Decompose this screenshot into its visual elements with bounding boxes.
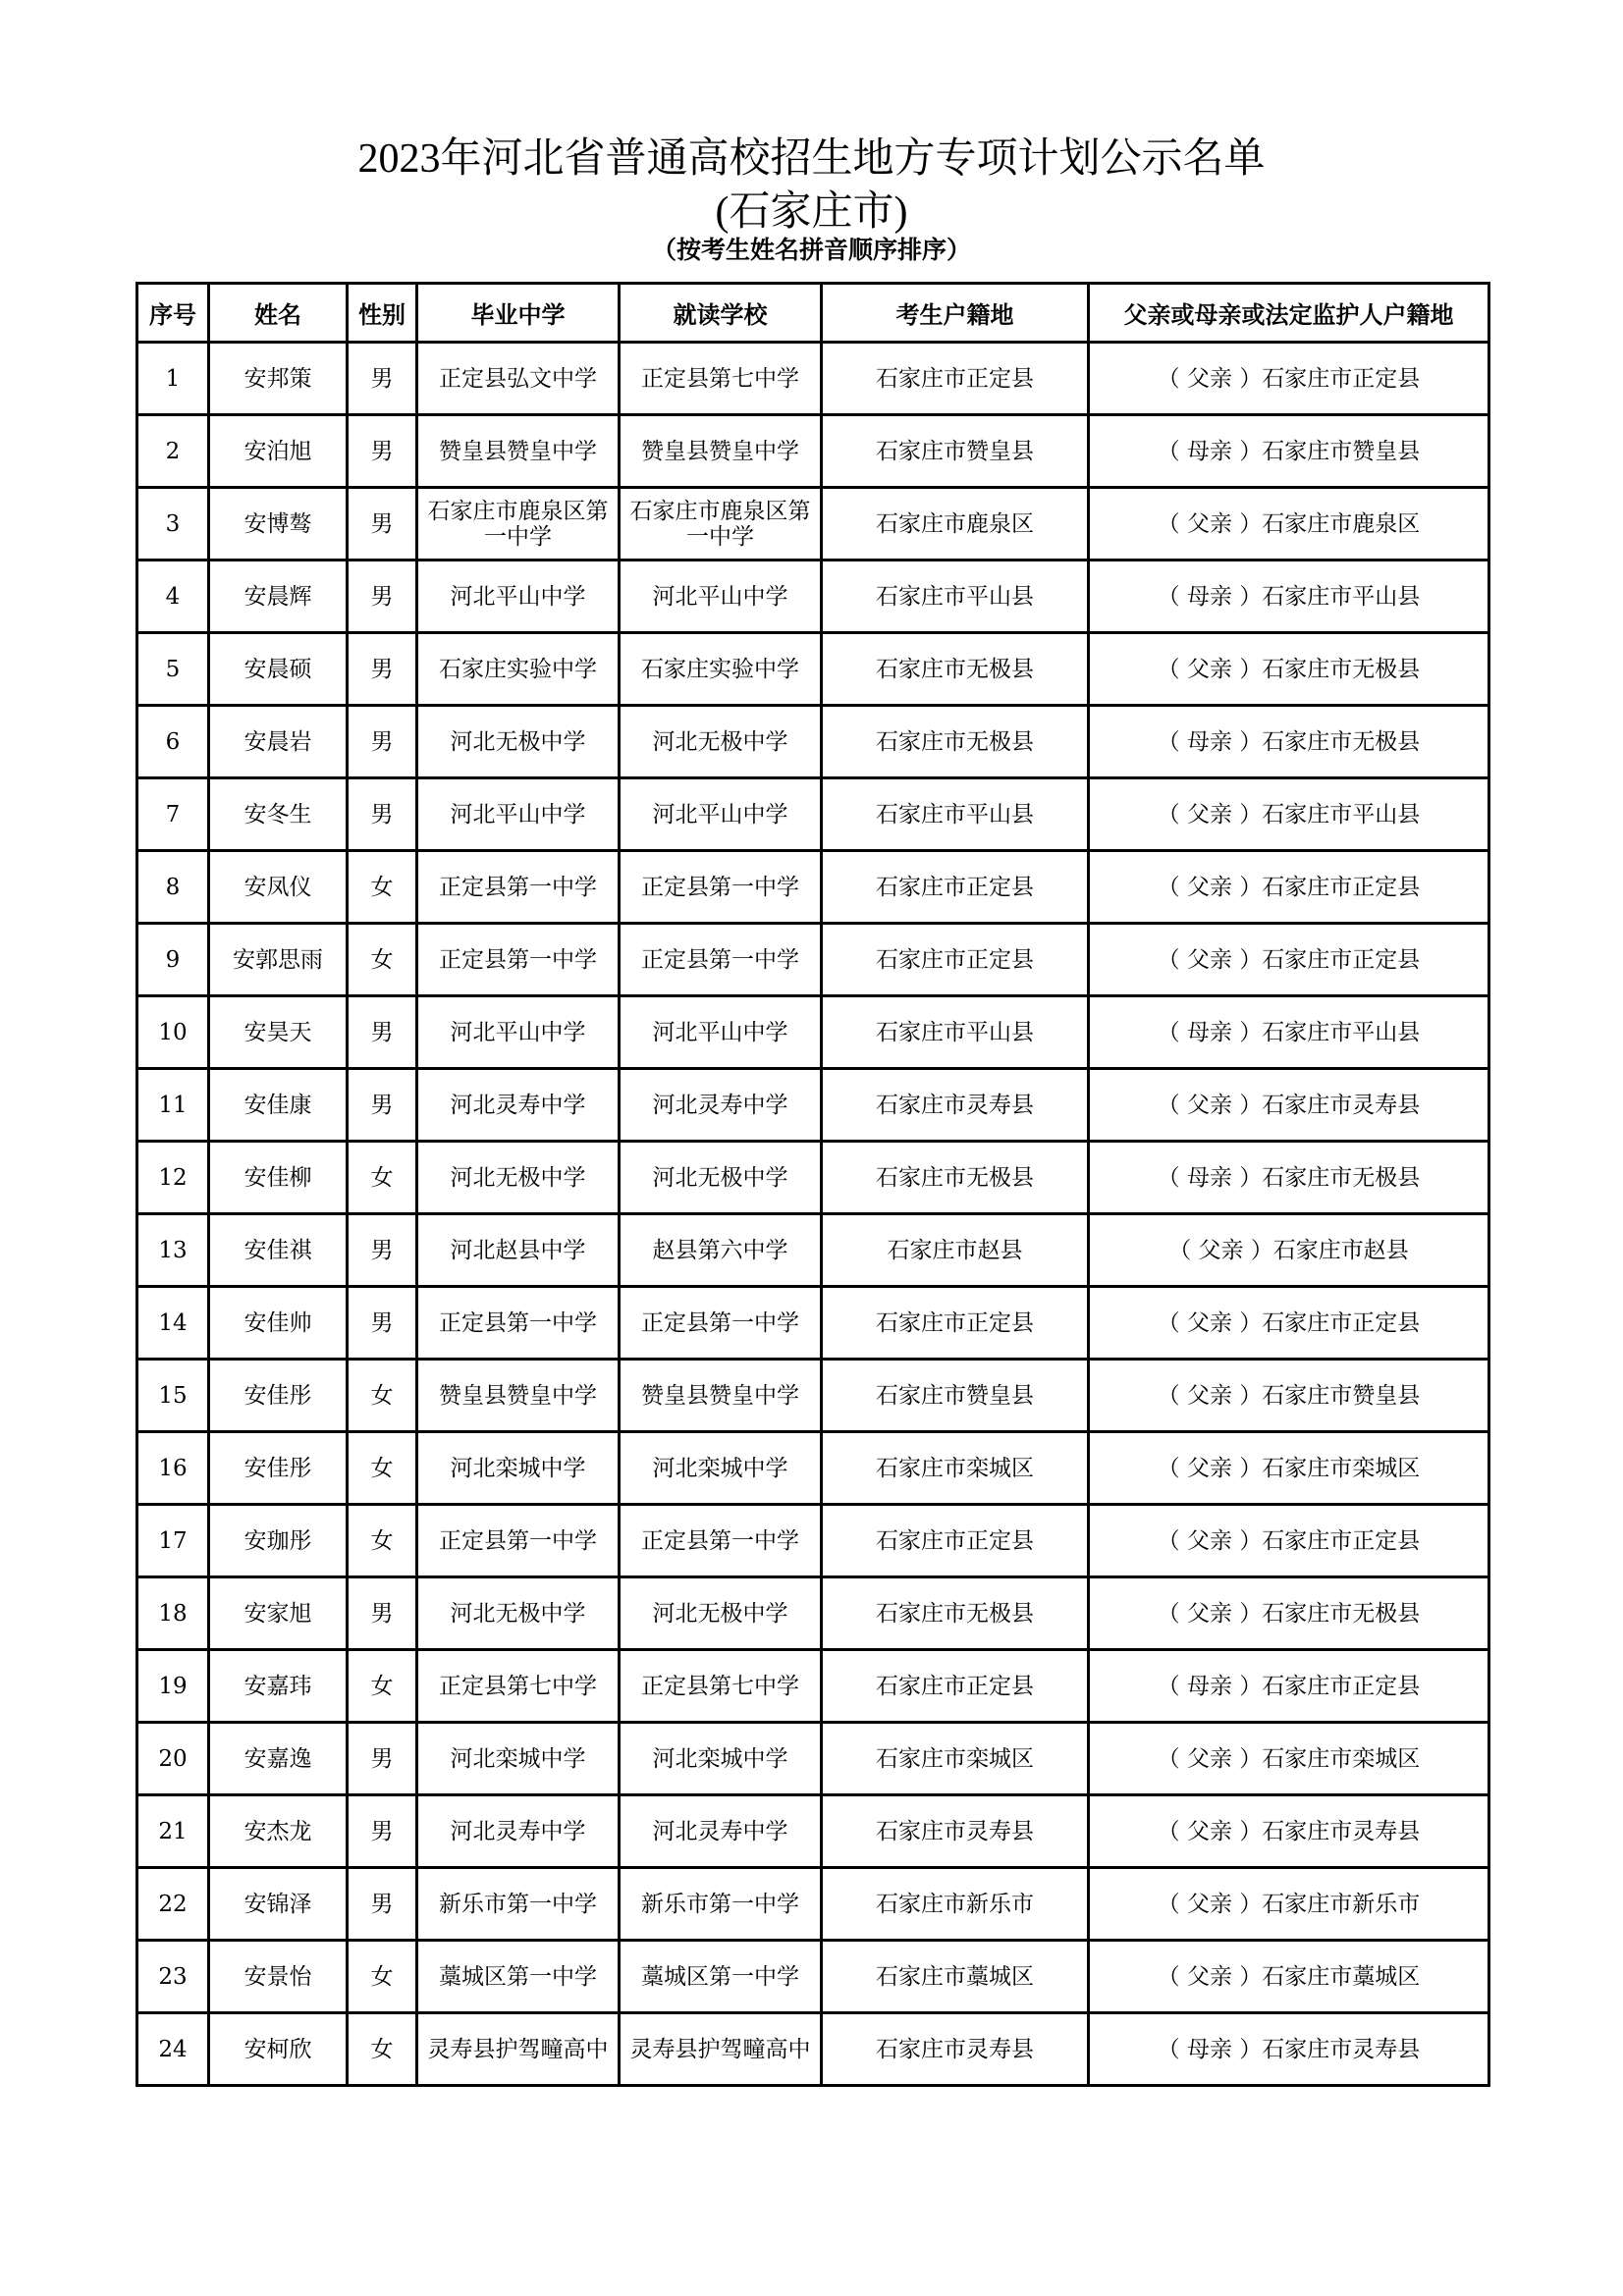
cell-guardian-hukou: （ 母亲 ）石家庄市无极县 (1089, 706, 1489, 778)
header-student-hukou: 考生户籍地 (822, 284, 1089, 343)
cell-gender: 男 (348, 996, 417, 1069)
cell-name: 安晨硕 (209, 633, 348, 706)
cell-guardian-hukou: （ 母亲 ）石家庄市平山县 (1089, 996, 1489, 1069)
cell-gender: 男 (348, 706, 417, 778)
cell-current-school: 河北平山中学 (620, 561, 822, 633)
cell-gender: 男 (348, 343, 417, 415)
cell-gender: 女 (348, 1505, 417, 1577)
cell-name: 安柯欣 (209, 2013, 348, 2086)
cell-index: 21 (137, 1795, 209, 1868)
cell-gender: 男 (348, 1214, 417, 1287)
cell-guardian-hukou: （ 父亲 ）石家庄市无极县 (1089, 1577, 1489, 1650)
cell-student-hukou: 石家庄市赞皇县 (822, 415, 1089, 488)
cell-current-school: 赵县第六中学 (620, 1214, 822, 1287)
table-header-row (137, 284, 1489, 343)
cell-index: 10 (137, 996, 209, 1069)
table-row (137, 1214, 1489, 1287)
cell-graduation-school: 正定县第一中学 (417, 1505, 620, 1577)
cell-gender: 女 (348, 1142, 417, 1214)
cell-index: 16 (137, 1432, 209, 1505)
table-row (137, 488, 1489, 561)
cell-graduation-school: 河北灵寿中学 (417, 1795, 620, 1868)
cell-current-school: 赞皇县赞皇中学 (620, 415, 822, 488)
cell-graduation-school: 河北无极中学 (417, 706, 620, 778)
cell-name: 安邦策 (209, 343, 348, 415)
cell-current-school: 石家庄实验中学 (620, 633, 822, 706)
cell-student-hukou: 石家庄市平山县 (822, 778, 1089, 851)
cell-gender: 男 (348, 1287, 417, 1360)
cell-gender: 女 (348, 1360, 417, 1432)
cell-index: 20 (137, 1723, 209, 1795)
header-guardian-hukou: 父亲或母亲或法定监护人户籍地 (1089, 284, 1489, 343)
table-row (137, 924, 1489, 996)
cell-index: 1 (137, 343, 209, 415)
cell-name: 安佳帅 (209, 1287, 348, 1360)
cell-student-hukou: 石家庄市灵寿县 (822, 2013, 1089, 2086)
cell-current-school: 灵寿县护驾疃高中 (620, 2013, 822, 2086)
cell-name: 安佳柳 (209, 1142, 348, 1214)
cell-guardian-hukou: （ 父亲 ）石家庄市正定县 (1089, 924, 1489, 996)
cell-index: 15 (137, 1360, 209, 1432)
cell-name: 安佳彤 (209, 1432, 348, 1505)
cell-student-hukou: 石家庄市无极县 (822, 706, 1089, 778)
cell-current-school: 正定县第七中学 (620, 1650, 822, 1723)
header-gender: 性别 (348, 284, 417, 343)
cell-student-hukou: 石家庄市无极县 (822, 1142, 1089, 1214)
cell-name: 安景怡 (209, 1941, 348, 2013)
cell-name: 安嘉玮 (209, 1650, 348, 1723)
cell-name: 安凤仪 (209, 851, 348, 924)
cell-gender: 男 (348, 1795, 417, 1868)
cell-current-school: 正定县第一中学 (620, 851, 822, 924)
table-row (137, 851, 1489, 924)
cell-graduation-school: 河北平山中学 (417, 996, 620, 1069)
cell-gender: 男 (348, 488, 417, 561)
cell-index: 5 (137, 633, 209, 706)
cell-graduation-school: 新乐市第一中学 (417, 1868, 620, 1941)
cell-student-hukou: 石家庄市无极县 (822, 1577, 1089, 1650)
cell-graduation-school: 正定县第一中学 (417, 851, 620, 924)
cell-student-hukou: 石家庄市栾城区 (822, 1723, 1089, 1795)
cell-guardian-hukou: （ 父亲 ）石家庄市鹿泉区 (1089, 488, 1489, 561)
city-subtitle: (石家庄市) (715, 189, 908, 235)
cell-index: 7 (137, 778, 209, 851)
cell-graduation-school: 河北平山中学 (417, 778, 620, 851)
cell-student-hukou: 石家庄市平山县 (822, 561, 1089, 633)
cell-student-hukou: 石家庄市藁城区 (822, 1941, 1089, 2013)
cell-guardian-hukou: （ 父亲 ）石家庄市平山县 (1089, 778, 1489, 851)
cell-name: 安佳祺 (209, 1214, 348, 1287)
cell-guardian-hukou: （ 父亲 ）石家庄市新乐市 (1089, 1868, 1489, 1941)
cell-guardian-hukou: （ 母亲 ）石家庄市平山县 (1089, 561, 1489, 633)
cell-graduation-school: 灵寿县护驾疃高中 (417, 2013, 620, 2086)
cell-index: 12 (137, 1142, 209, 1214)
cell-current-school: 河北灵寿中学 (620, 1795, 822, 1868)
cell-gender: 女 (348, 851, 417, 924)
roster-table (135, 282, 1490, 2087)
cell-gender: 女 (348, 1432, 417, 1505)
cell-index: 2 (137, 415, 209, 488)
table-row (137, 1069, 1489, 1142)
cell-graduation-school: 藁城区第一中学 (417, 1941, 620, 2013)
cell-gender: 男 (348, 778, 417, 851)
table-row (137, 343, 1489, 415)
cell-guardian-hukou: （ 父亲 ）石家庄市正定县 (1089, 1505, 1489, 1577)
cell-gender: 女 (348, 2013, 417, 2086)
cell-graduation-school: 正定县第一中学 (417, 924, 620, 996)
cell-index: 14 (137, 1287, 209, 1360)
table-row (137, 706, 1489, 778)
cell-current-school: 河北平山中学 (620, 996, 822, 1069)
cell-name: 安昊天 (209, 996, 348, 1069)
cell-graduation-school: 石家庄市鹿泉区第一中学 (417, 488, 620, 561)
cell-guardian-hukou: （ 母亲 ）石家庄市正定县 (1089, 1650, 1489, 1723)
cell-gender: 男 (348, 1577, 417, 1650)
table-row (137, 561, 1489, 633)
cell-current-school: 河北灵寿中学 (620, 1069, 822, 1142)
cell-current-school: 河北无极中学 (620, 1142, 822, 1214)
table-row (137, 1360, 1489, 1432)
cell-guardian-hukou: （ 父亲 ）石家庄市灵寿县 (1089, 1795, 1489, 1868)
cell-name: 安博骜 (209, 488, 348, 561)
cell-graduation-school: 正定县第一中学 (417, 1287, 620, 1360)
cell-gender: 男 (348, 561, 417, 633)
table-row (137, 1723, 1489, 1795)
cell-current-school: 石家庄市鹿泉区第一中学 (620, 488, 822, 561)
cell-guardian-hukou: （ 父亲 ）石家庄市正定县 (1089, 851, 1489, 924)
cell-graduation-school: 河北无极中学 (417, 1577, 620, 1650)
cell-student-hukou: 石家庄市无极县 (822, 633, 1089, 706)
table-row (137, 1650, 1489, 1723)
cell-guardian-hukou: （ 父亲 ）石家庄市正定县 (1089, 1287, 1489, 1360)
cell-gender: 男 (348, 1069, 417, 1142)
cell-index: 11 (137, 1069, 209, 1142)
table-row (137, 778, 1489, 851)
header-graduation-school: 毕业中学 (417, 284, 620, 343)
cell-graduation-school: 河北栾城中学 (417, 1432, 620, 1505)
cell-index: 3 (137, 488, 209, 561)
cell-guardian-hukou: （ 父亲 ）石家庄市栾城区 (1089, 1432, 1489, 1505)
cell-graduation-school: 赞皇县赞皇中学 (417, 1360, 620, 1432)
cell-name: 安冬生 (209, 778, 348, 851)
table-row (137, 415, 1489, 488)
table-row (137, 1505, 1489, 1577)
cell-student-hukou: 石家庄市正定县 (822, 1650, 1089, 1723)
cell-index: 13 (137, 1214, 209, 1287)
table-body (137, 343, 1489, 2086)
cell-graduation-school: 正定县第七中学 (417, 1650, 620, 1723)
header-index: 序号 (137, 284, 209, 343)
cell-student-hukou: 石家庄市栾城区 (822, 1432, 1089, 1505)
cell-current-school: 赞皇县赞皇中学 (620, 1360, 822, 1432)
cell-index: 6 (137, 706, 209, 778)
cell-guardian-hukou: （ 父亲 ）石家庄市赵县 (1089, 1214, 1489, 1287)
document-title: 2023年河北省普通高校招生地方专项计划公示名单 (357, 136, 1266, 182)
cell-gender: 女 (348, 1941, 417, 2013)
cell-gender: 男 (348, 1723, 417, 1795)
cell-current-school: 河北平山中学 (620, 778, 822, 851)
cell-current-school: 藁城区第一中学 (620, 1941, 822, 2013)
cell-student-hukou: 石家庄市正定县 (822, 343, 1089, 415)
cell-name: 安杰龙 (209, 1795, 348, 1868)
cell-student-hukou: 石家庄市新乐市 (822, 1868, 1089, 1941)
cell-graduation-school: 河北无极中学 (417, 1142, 620, 1214)
cell-guardian-hukou: （ 母亲 ）石家庄市无极县 (1089, 1142, 1489, 1214)
sort-note: （按考生姓名拼音顺序排序） (651, 236, 971, 264)
header-name: 姓名 (209, 284, 348, 343)
cell-student-hukou: 石家庄市灵寿县 (822, 1069, 1089, 1142)
cell-name: 安嘉逸 (209, 1723, 348, 1795)
cell-graduation-school: 正定县弘文中学 (417, 343, 620, 415)
cell-student-hukou: 石家庄市正定县 (822, 1287, 1089, 1360)
cell-gender: 女 (348, 1650, 417, 1723)
table-row (137, 1577, 1489, 1650)
cell-name: 安佳彤 (209, 1360, 348, 1432)
cell-index: 17 (137, 1505, 209, 1577)
table-row (137, 1795, 1489, 1868)
cell-current-school: 河北无极中学 (620, 1577, 822, 1650)
cell-index: 22 (137, 1868, 209, 1941)
cell-student-hukou: 石家庄市鹿泉区 (822, 488, 1089, 561)
cell-name: 安郭思雨 (209, 924, 348, 996)
cell-student-hukou: 石家庄市正定县 (822, 851, 1089, 924)
cell-name: 安泊旭 (209, 415, 348, 488)
cell-graduation-school: 石家庄实验中学 (417, 633, 620, 706)
cell-student-hukou: 石家庄市正定县 (822, 924, 1089, 996)
cell-current-school: 河北栾城中学 (620, 1723, 822, 1795)
cell-name: 安家旭 (209, 1577, 348, 1650)
cell-current-school: 正定县第一中学 (620, 1505, 822, 1577)
cell-guardian-hukou: （ 母亲 ）石家庄市赞皇县 (1089, 415, 1489, 488)
table-row (137, 1868, 1489, 1941)
table-row (137, 1142, 1489, 1214)
cell-guardian-hukou: （ 父亲 ）石家庄市正定县 (1089, 343, 1489, 415)
table-row (137, 2013, 1489, 2086)
cell-index: 9 (137, 924, 209, 996)
table-row (137, 633, 1489, 706)
header-current-school: 就读学校 (620, 284, 822, 343)
cell-guardian-hukou: （ 父亲 ）石家庄市灵寿县 (1089, 1069, 1489, 1142)
cell-graduation-school: 河北灵寿中学 (417, 1069, 620, 1142)
cell-student-hukou: 石家庄市平山县 (822, 996, 1089, 1069)
cell-student-hukou: 石家庄市赵县 (822, 1214, 1089, 1287)
cell-graduation-school: 河北平山中学 (417, 561, 620, 633)
cell-name: 安晨岩 (209, 706, 348, 778)
cell-guardian-hukou: （ 母亲 ）石家庄市灵寿县 (1089, 2013, 1489, 2086)
cell-name: 安锦泽 (209, 1868, 348, 1941)
cell-name: 安晨辉 (209, 561, 348, 633)
cell-gender: 男 (348, 415, 417, 488)
cell-graduation-school: 河北赵县中学 (417, 1214, 620, 1287)
cell-guardian-hukou: （ 父亲 ）石家庄市赞皇县 (1089, 1360, 1489, 1432)
cell-guardian-hukou: （ 父亲 ）石家庄市无极县 (1089, 633, 1489, 706)
cell-student-hukou: 石家庄市正定县 (822, 1505, 1089, 1577)
cell-name: 安佳康 (209, 1069, 348, 1142)
cell-student-hukou: 石家庄市赞皇县 (822, 1360, 1089, 1432)
table-row (137, 1432, 1489, 1505)
cell-gender: 男 (348, 633, 417, 706)
cell-index: 24 (137, 2013, 209, 2086)
cell-current-school: 新乐市第一中学 (620, 1868, 822, 1941)
cell-guardian-hukou: （ 父亲 ）石家庄市栾城区 (1089, 1723, 1489, 1795)
cell-current-school: 正定县第一中学 (620, 1287, 822, 1360)
cell-guardian-hukou: （ 父亲 ）石家庄市藁城区 (1089, 1941, 1489, 2013)
cell-index: 8 (137, 851, 209, 924)
table-row (137, 996, 1489, 1069)
cell-name: 安珈彤 (209, 1505, 348, 1577)
cell-student-hukou: 石家庄市灵寿县 (822, 1795, 1089, 1868)
cell-index: 23 (137, 1941, 209, 2013)
cell-graduation-school: 河北栾城中学 (417, 1723, 620, 1795)
cell-index: 19 (137, 1650, 209, 1723)
cell-current-school: 正定县第一中学 (620, 924, 822, 996)
cell-current-school: 河北栾城中学 (620, 1432, 822, 1505)
cell-gender: 男 (348, 1868, 417, 1941)
table-row (137, 1287, 1489, 1360)
cell-index: 4 (137, 561, 209, 633)
cell-gender: 女 (348, 924, 417, 996)
cell-current-school: 正定县第七中学 (620, 343, 822, 415)
table-row (137, 1941, 1489, 2013)
cell-graduation-school: 赞皇县赞皇中学 (417, 415, 620, 488)
cell-index: 18 (137, 1577, 209, 1650)
cell-current-school: 河北无极中学 (620, 706, 822, 778)
